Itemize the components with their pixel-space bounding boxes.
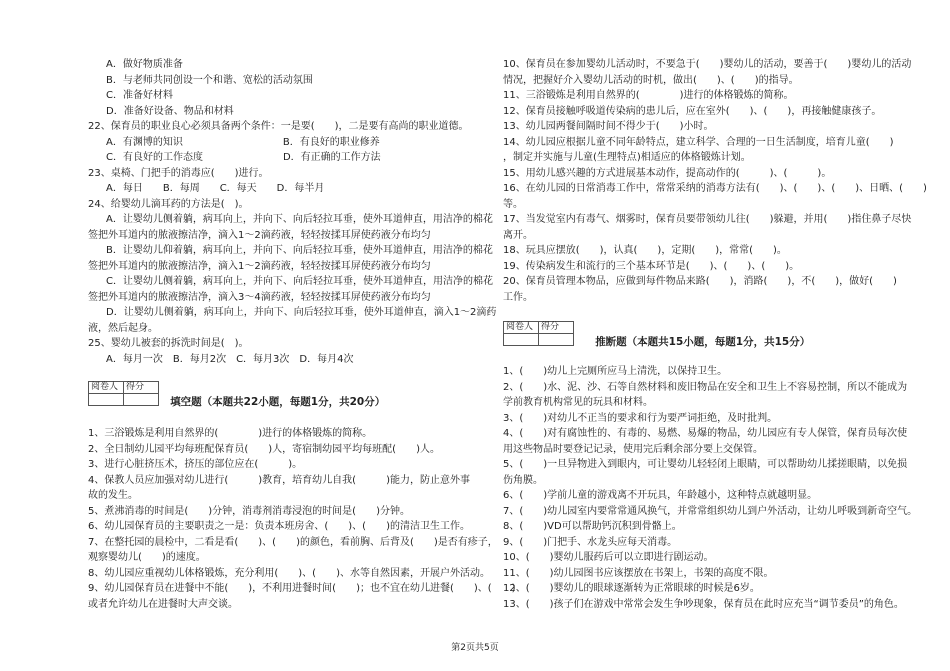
- text-line: D．准备好设备、物品和材料: [106, 105, 234, 117]
- text-line: ，制定并实施与儿童(生理特点)相适应的体格锻炼计划。: [503, 152, 751, 163]
- section-title: 填空题（本题共22小题，每题1分，共20分）: [170, 395, 386, 408]
- page-number: 第2页共5页: [451, 643, 499, 653]
- text-line: 2、( )水、泥、沙、石等自然材料和废旧物品在安全和卫生上不容易控制，所以不能成为: [503, 381, 908, 393]
- text-line: 7、( )幼儿园室内要常常通风换气，并常常组织幼儿到户外活动，让幼儿呼吸到新奇空气。: [503, 505, 918, 517]
- text-line: 17、当发觉室内有毒气、烟雾时，保育员要带领幼儿往( )躲避，并用( )指住鼻子尽快: [503, 214, 912, 225]
- text-line: 工作。: [503, 291, 533, 303]
- score-cell: [539, 334, 574, 346]
- text-line: A．每月一次 B．每月2次 C．每月3次 D．每月4次: [106, 353, 354, 365]
- text-line: 22、保育员的职业良心必须具备两个条件：一是要( )，二是要有高尚的职业道德。: [88, 121, 469, 132]
- right-column: [503, 57, 927, 612]
- reviewer-label: 阅卷人: [504, 322, 539, 334]
- section-header-judge: [503, 321, 903, 346]
- text-line: 签把外耳道内的脓液擦洁净，滴入3～4滴药液，轻轻按揉耳屏使药液分布均匀: [88, 291, 431, 303]
- reviewer-cell: [504, 334, 539, 346]
- text-line: B．与老师共同创设一个和谐、宽松的活动氛围: [106, 74, 313, 86]
- text-line: 签把外耳道内的脓液擦洁净，滴入1～2滴药液，轻轻按揉耳屏使药液分布均匀: [88, 229, 431, 241]
- text-line: C．准备好材料: [106, 90, 173, 101]
- text-line: 14、幼儿园应根据儿童不同年龄特点，建立科学、合理的一日生活制度，培育儿童( ): [503, 136, 894, 148]
- text-line: 用这些物品时要登记记录，使用完后剩余部分要上交保管。: [503, 443, 763, 455]
- section-title: 推断题（本题共15小题，每题1分，共15分）: [595, 335, 811, 348]
- text-line: 16、在幼儿园的日常消毒工作中，常常采纳的消毒方法有( )、( )、( )、日晒、( ): [503, 183, 927, 194]
- text-line: 7、在整托园的晨检中，二看是看( )、( )的颜色，看前胸、后背及( )是否有疹子，: [88, 536, 498, 548]
- score-label: 得分: [124, 382, 159, 394]
- text-line: 液，然后起身。: [88, 322, 158, 334]
- text-line: 12、保育员接触呼吸道传染病的患儿后，应在室外( )、( )，再接触健康孩子。: [503, 105, 882, 117]
- text-line: 观察婴幼儿( )的速度。: [88, 552, 206, 563]
- fill-question-block: [88, 426, 516, 612]
- text-line: 5、煮沸消毒的时间是( )分钟，消毒剂消毒浸泡的时间是( )分钟。: [88, 505, 410, 517]
- text-line: B．让婴幼儿仰着躺，病耳向上，并向下、向后轻拉耳垂，使外耳道伸直，用洁净的棉花: [106, 245, 493, 256]
- text-line: 等。: [503, 198, 523, 210]
- text-line: 6、幼儿园保育员的主要职责之一是：负责本班房舍、( )、( )的清洁卫生工作。: [88, 521, 470, 532]
- text-line: D．让婴幼儿侧着躺，病耳向上，并向下、向后轻拉耳垂，使外耳道伸直，滴入1～2滴药: [106, 307, 497, 318]
- reviewer-cell: [89, 394, 124, 406]
- text-line: 19、传染病发生和流行的三个基本环节是( )、( )、( )。: [503, 260, 800, 272]
- text-line: C．让婴幼儿侧着躺，病耳向上，并向下、向后轻拉耳垂，使外耳道伸直，用洁净的棉花: [106, 276, 493, 287]
- text-line: 或者允许幼儿在进餐时大声交谈。: [88, 598, 238, 610]
- text-line: 8、幼儿园应重视幼儿体格锻炼，充分利用( )、( )、水等自然因素，开展户外活动。: [88, 567, 490, 579]
- text-line: 1、( )幼儿上完厕所应马上清洗，以保持卫生。: [503, 366, 728, 377]
- text-line: 离开。: [503, 229, 533, 241]
- text-line: 3、进行心脏挤压术，挤压的部位应在( )。: [88, 459, 303, 470]
- text-line: 学前教育机构常见的玩具和材料。: [503, 397, 653, 408]
- score-cell: [124, 394, 159, 406]
- text-line: 情况，把握好介入婴幼儿活动的时机，做出( )、( )的指导。: [503, 74, 799, 86]
- text-line: A．每日 B．每周 C．每天 D．每半月: [106, 183, 325, 194]
- text-line: 10、( )婴幼儿服药后可以立即进行剧运动。: [503, 552, 714, 563]
- score-box: [503, 321, 574, 346]
- text-line: 24、给婴幼儿滴耳药的方法是( )。: [88, 198, 249, 210]
- text-line: 9、幼儿园保育员在进餐中不能( )，不利用进餐时间( )；也不宜在幼儿进餐( )、( ): [88, 583, 516, 594]
- text-line: A．做好物质准备: [106, 59, 183, 70]
- judge-question-block: [503, 364, 918, 612]
- text-line: 3、( )对幼儿不正当的要求和行为要严词拒绝，及时批判。: [503, 412, 778, 424]
- text-line: 故的发生。: [88, 490, 138, 501]
- text-line: 23、桌椅、门把手的消毒应( )进行。: [88, 167, 269, 179]
- left-column: [88, 57, 516, 612]
- score-label: 得分: [539, 322, 574, 334]
- text-line: 13、( )孩子们在游戏中常常会发生争吵现象，保育员在此时应充当“调节委员”的角色。: [503, 598, 904, 610]
- text-line: 签把外耳道内的脓液擦洁净，滴入1～2滴药液，轻轻按揉耳屏使药液分布均匀: [88, 260, 431, 272]
- text-line: 11、三浴锻炼是利用自然界的( )进行的体格锻炼的简称。: [503, 90, 794, 101]
- text-line: 4、( )对有腐蚀性的、有毒的、易燃、易爆的物品，幼儿园应有专人保管，保育员每次使: [503, 428, 908, 439]
- text-line: 4、保教人员应加强对幼儿进行( )教育，培育幼儿自我( )能力，防止意外事: [88, 474, 470, 486]
- text-line: 13、幼儿园两餐间隔时间不得少于( )小时。: [503, 121, 714, 132]
- reviewer-label: 阅卷人: [89, 382, 124, 394]
- text-line: 1、三浴锻炼是利用自然界的( )进行的体格锻炼的简称。: [88, 428, 373, 439]
- text-line: 20、保育员管理本物品，应做到每件物品来路( )，消路( )，不( )，做好( ): [503, 276, 897, 287]
- text-line: 9、( )门把手、水龙头应每天消毒。: [503, 536, 678, 548]
- text-line: A．有渊博的知识 B．有良好的职业修养: [106, 136, 380, 148]
- text-line: 6、( )学前儿童的游戏离不开玩具，年龄越小，这种特点就越明显。: [503, 490, 818, 501]
- text-line: A．让婴幼儿侧着躺，病耳向上，并向下、向后轻拉耳垂，使外耳道伸直，用洁净的棉花: [106, 214, 493, 225]
- fill-question-block-continued: [503, 57, 927, 305]
- text-line: 5、( )一旦异物进入到眼内，可让婴幼儿轻轻闭上眼睛，可以帮助幼儿揉搓眼睛，以免损: [503, 459, 908, 470]
- mc-question-block: [88, 57, 497, 367]
- text-line: 10、保育员在参加婴幼儿活动时，不要急于( )婴幼儿的活动，要善于( )婴幼儿的活动: [503, 59, 912, 70]
- section-header-fill: [88, 381, 488, 406]
- text-line: 25、婴幼儿被套的拆洗时间是( )。: [88, 338, 249, 349]
- text-line: 18、玩具应摆放( )，认真( )，定期( )，常常( )。: [503, 245, 787, 256]
- text-line: 15、用幼儿感兴趣的方式进展基本动作，提高动作的( )、( )。: [503, 167, 832, 179]
- text-line: C．有良好的工作态度 D．有正确的工作方法: [106, 152, 381, 163]
- text-line: 8、( )VD可以帮助钙沉积到骨骼上。: [503, 521, 682, 532]
- text-line: 2、全日制幼儿园平均每班配保育员( )人，寄宿制幼园平均每班配( )人。: [88, 443, 440, 455]
- text-line: 12、( )婴幼儿的眼球逐渐转为正常眼球的时候是6岁。: [503, 583, 760, 594]
- text-line: 11、( )幼儿园图书应该摆放在书架上，书架的高度不限。: [503, 567, 774, 579]
- text-line: 伤角膜。: [503, 474, 543, 486]
- score-box: [88, 381, 159, 406]
